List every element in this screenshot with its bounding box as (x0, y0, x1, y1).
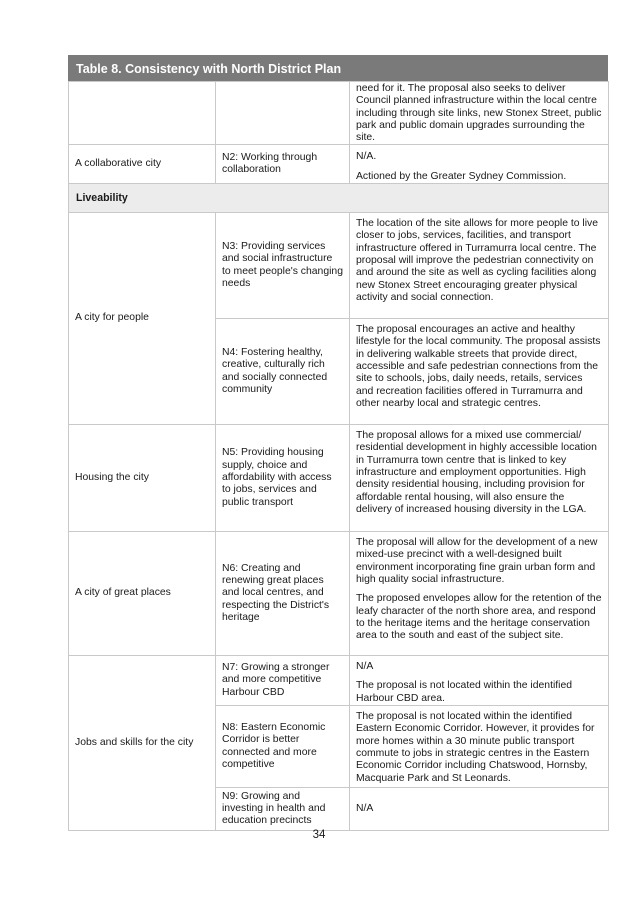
section-heading: Liveability (69, 184, 609, 213)
response-text: The proposed envelopes allow for the retention of the leafy character of the north shore area, and respond to the heritage items and the heritage conservation area to the south and east of the subject site. (356, 593, 602, 642)
table-row (69, 656, 609, 706)
section-row-liveability (69, 184, 609, 213)
consistency-table (68, 81, 609, 831)
table-row (69, 82, 609, 145)
theme-cell: Housing the city (69, 425, 216, 532)
response-cell (350, 656, 609, 706)
priority-cell: N6: Creating and renewing great places and local centres, and respecting the District's heritage (216, 532, 350, 656)
theme-cell: A collaborative city (69, 145, 216, 184)
table-row (69, 213, 609, 319)
response-text: N/A (356, 661, 374, 673)
response-text: N/A (356, 802, 374, 814)
response-text: The proposal encourages an active and healthy lifestyle for the local community. The proposal assists in delivering walkable streets that provide direct, accessible and safe pedestrian connections from the site to schools, jobs, daily needs, retails, services and recreation facilities offered in Turramurra and other nearby local and strategic centres. (356, 324, 601, 409)
response-text: The proposal is not located within the identified Harbour CBD area. (356, 680, 573, 704)
priority-cell-empty (216, 82, 350, 145)
response-text: The proposal is not located within the identified Eastern Economic Corridor. However, it provides for more homes within a 30 minute public transport commute to jobs in strategic centres in the Eastern Economic Corridor including Chatswood, Hornsby, Macquarie Park and St Leonards. (356, 711, 595, 784)
priority-cell: N5: Providing housing supply, choice and affordability with access to jobs, services and public transport (216, 425, 350, 532)
priority-cell: N8: Eastern Economic Corridor is better connected and more competitive (216, 706, 350, 788)
response-text: The location of the site allows for more people to live closer to jobs, services, facilities, and transport infrastructure offered in Turramurra local centre. The proposal will improve the pedestrian connectivity on and around the site as well as cycling facilities along new Stonex Street encouraging greater physical activity and social connection. (356, 218, 598, 303)
response-cell (350, 82, 609, 145)
response-cell (350, 788, 609, 831)
theme-cell-empty (69, 82, 216, 145)
page-number: 34 (312, 829, 326, 841)
response-text: The proposal allows for a mixed use commercial/ residential development in highly accessible location in Turramurra town centre that is linked to key infrastructure and employment opportunities. High density residential housing, including provision for affordable rental housing, will also ensure the delivery of increased housing diversity in the LGA. (356, 430, 597, 515)
theme-cell: A city for people (69, 213, 216, 425)
response-cell (350, 213, 609, 319)
response-text: need for it. The proposal also seeks to deliver Council planned infrastructure within the local centre including through site links, new Stonex Street, public park and public domain upgrades surrounding the site. (356, 83, 602, 144)
response-cell (350, 706, 609, 788)
response-cell (350, 425, 609, 532)
table-row (69, 532, 609, 656)
table-title: Table 8. Consistency with North District Plan (68, 55, 608, 81)
priority-cell: N7: Growing a stronger and more competitive Harbour CBD (216, 656, 350, 706)
response-cell (350, 532, 609, 656)
table-row (69, 425, 609, 532)
response-text: N/A. (356, 151, 377, 163)
priority-cell: N9: Growing and investing in health and education precincts (216, 788, 350, 831)
table-row (69, 145, 609, 184)
theme-cell: A city of great places (69, 532, 216, 656)
theme-cell: Jobs and skills for the city (69, 656, 216, 831)
response-cell (350, 145, 609, 184)
response-cell (350, 319, 609, 425)
priority-cell: N3: Providing services and social infrastructure to meet people's changing needs (216, 213, 350, 319)
response-text: Actioned by the Greater Sydney Commission. (356, 170, 567, 182)
north-district-plan-table (68, 55, 608, 831)
priority-cell: N2: Working through collaboration (216, 145, 350, 184)
response-text: The proposal will allow for the development of a new mixed-use precinct with a well-designed built environment incorporating fine grain urban form and high quality social infrastructure. (356, 537, 598, 585)
priority-cell: N4: Fostering healthy, creative, culturally rich and socially connected community (216, 319, 350, 425)
